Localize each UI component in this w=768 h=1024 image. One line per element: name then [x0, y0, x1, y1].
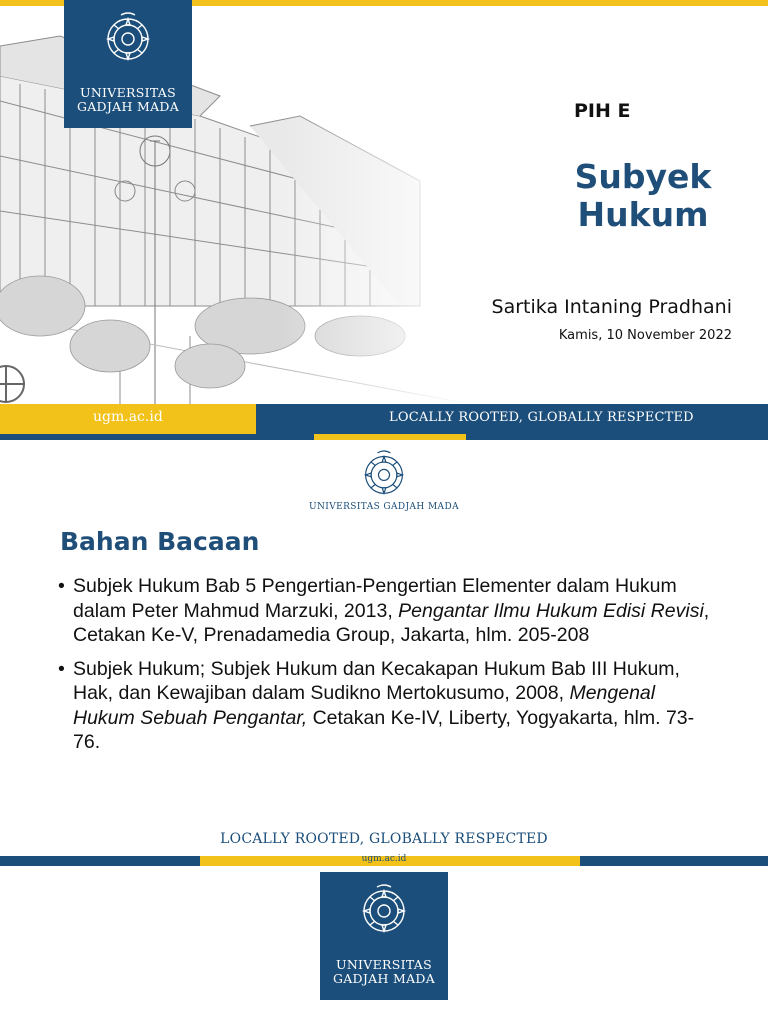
reference-list	[60, 574, 720, 764]
closing-slide	[0, 866, 768, 1024]
university-tagline: LOCALLY ROOTED, GLOBALLY RESPECTED	[389, 410, 694, 425]
university-name-line1: UNIVERSITAS	[79, 85, 177, 100]
slide-title-line1: Subyek	[574, 157, 712, 196]
ugm-emblem-icon	[103, 12, 153, 64]
slide-title-line2: Hukum	[577, 195, 709, 234]
author-name: Sartika Intaning Pradhani	[491, 296, 732, 318]
slide-title	[548, 158, 738, 234]
website-link[interactable]: ugm.ac.id	[361, 854, 407, 864]
presentation-date: Kamis, 10 November 2022	[558, 328, 732, 343]
section-heading: Bahan Bacaan	[60, 527, 260, 556]
ugm-logo-header	[0, 450, 768, 512]
university-name	[64, 86, 192, 114]
reference-item	[60, 657, 720, 755]
title-slide	[0, 0, 768, 440]
reading-slide	[0, 440, 768, 860]
reference-details: Cetakan Ke-IV, Liberty, Yogyakarta, hlm. 73-76.	[73, 706, 695, 753]
reference-text: Subjek Hukum; Subjek Hukum dan Kecakapan Hukum Bab III Hukum, Hak, dan Kewajiban dalam Sudikno Mertokusumo, 2008,	[73, 657, 680, 704]
ugm-logo-block	[64, 0, 192, 128]
website-link[interactable]: ugm.ac.id	[93, 409, 163, 425]
university-name-small: UNIVERSITAS GADJAH MADA	[309, 502, 459, 512]
reference-book-title: Mengenal Hukum Sebuah Pengantar,	[73, 682, 656, 729]
ugm-emblem-icon	[359, 884, 409, 936]
university-tagline: LOCALLY ROOTED, GLOBALLY RESPECTED	[220, 831, 548, 847]
footer-band	[0, 856, 768, 866]
footer-band	[0, 404, 768, 434]
reference-item	[60, 574, 720, 648]
university-name-line2: GADJAH MADA	[332, 970, 436, 986]
reference-text: Subjek Hukum Bab 5 Pengertian-Pengertian Elementer dalam Hukum dalam Peter Mahmud Marzuki, 2013,	[73, 575, 677, 622]
university-name-line1: UNIVERSITAS	[335, 957, 433, 972]
university-name	[320, 958, 448, 986]
ugm-logo-block	[320, 872, 448, 1000]
reference-book-title: Pengantar Ilmu Hukum Edisi Revisi	[398, 599, 704, 622]
class-label: PIH E	[574, 100, 631, 122]
reference-details: , Cetakan Ke-V, Prenadamedia Group, Jakarta, hlm. 205-208	[73, 599, 710, 646]
ugm-emblem-icon	[361, 450, 407, 498]
university-name-line2: GADJAH MADA	[76, 98, 180, 114]
